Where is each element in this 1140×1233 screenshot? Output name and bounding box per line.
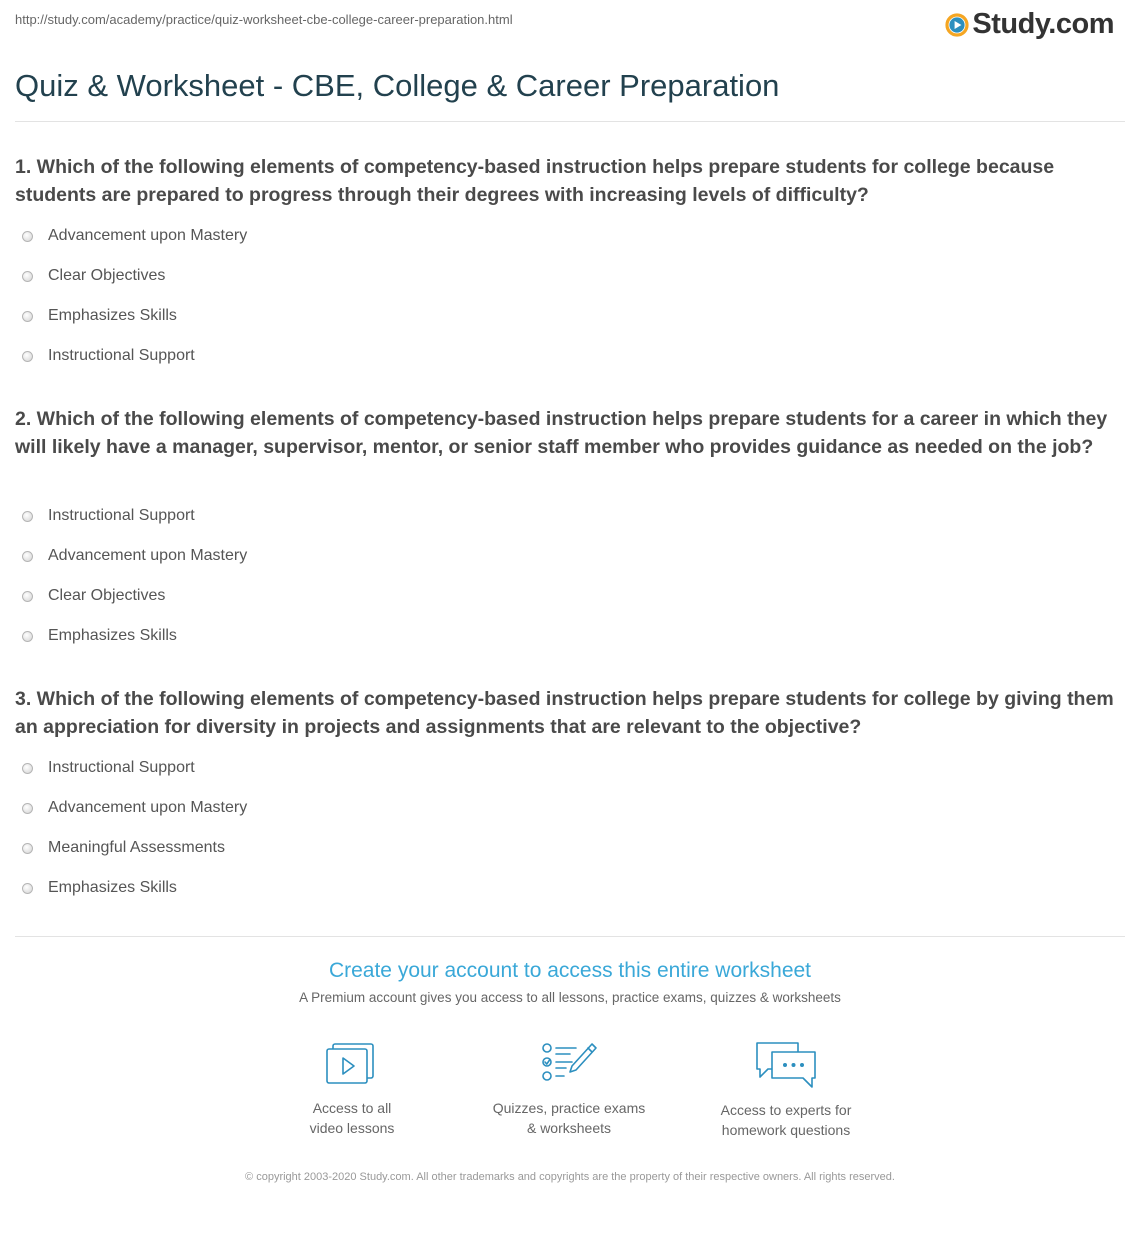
feature-video-lessons xyxy=(252,1040,452,1138)
feature-label-line: Access to all xyxy=(312,1100,392,1116)
answer-option[interactable] xyxy=(22,616,247,656)
feature-label xyxy=(686,1100,886,1140)
answer-label: Advancement upon Mastery xyxy=(48,799,248,816)
radio-button-icon[interactable] xyxy=(22,763,33,774)
answer-option[interactable] xyxy=(22,496,247,536)
question-1-options xyxy=(22,216,247,376)
radio-button-icon[interactable] xyxy=(22,511,33,522)
answer-label: Clear Objectives xyxy=(48,587,166,604)
feature-label xyxy=(469,1098,669,1138)
answer-label: Meaningful Assessments xyxy=(48,839,225,856)
answer-label: Instructional Support xyxy=(48,759,195,776)
question-2: 2. Which of the following elements of competency-based instruction helps prepare students for a career in which they will likely have a manager, supervisor, mentor, or senior staff member who provides guidance as needed on the job? xyxy=(15,408,1108,458)
copyright-text: © copyright 2003-2020 Study.com. All other trademarks and copyrights are the property of their respective owners. All rights reserved. xyxy=(245,1171,895,1183)
radio-button-icon[interactable] xyxy=(22,231,33,242)
feature-label-line: & worksheets xyxy=(526,1120,612,1136)
create-account-link[interactable]: Create your account to access this entire worksheet xyxy=(328,959,812,982)
answer-option[interactable] xyxy=(22,256,247,296)
answer-label: Emphasizes Skills xyxy=(48,879,177,896)
answer-option[interactable] xyxy=(22,868,247,908)
radio-button-icon[interactable] xyxy=(22,631,33,642)
question-3-options xyxy=(22,748,247,908)
page-title: Quiz & Worksheet - CBE, College & Career Preparation xyxy=(15,68,780,103)
feature-label-line: homework questions xyxy=(721,1122,851,1138)
answer-option[interactable] xyxy=(22,748,247,788)
radio-button-icon[interactable] xyxy=(22,311,33,322)
cta-subtitle: A Premium account gives you access to all lessons, practice exams, quizzes & worksheets xyxy=(299,990,841,1005)
answer-option[interactable] xyxy=(22,216,247,256)
answer-label: Clear Objectives xyxy=(48,267,166,284)
answer-label: Instructional Support xyxy=(48,347,195,364)
radio-button-icon[interactable] xyxy=(22,883,33,894)
answer-option[interactable] xyxy=(22,788,247,828)
answer-option[interactable] xyxy=(22,828,247,868)
study-logo[interactable] xyxy=(945,8,1114,41)
question-3: 3. Which of the following elements of competency-based instruction helps prepare students for college by giving them an appreciation for diversity in projects and assignments that are relevant to the objective? xyxy=(15,688,1114,738)
video-lesson-icon xyxy=(324,1040,380,1088)
radio-button-icon[interactable] xyxy=(22,351,33,362)
radio-button-icon[interactable] xyxy=(22,551,33,562)
radio-button-icon[interactable] xyxy=(22,591,33,602)
answer-option[interactable] xyxy=(22,296,247,336)
feature-label xyxy=(252,1098,452,1138)
answer-option[interactable] xyxy=(22,576,247,616)
title-divider xyxy=(15,121,1125,122)
answer-label: Emphasizes Skills xyxy=(48,627,177,644)
answer-label: Advancement upon Mastery xyxy=(48,547,248,564)
page-url: http://study.com/academy/practice/quiz-worksheet-cbe-college-career-preparation.html xyxy=(15,12,513,27)
question-1: 1. Which of the following elements of competency-based instruction helps prepare students for college because students are prepared to progress through their degrees with increasing levels of difficulty? xyxy=(15,156,1055,206)
feature-label-line: Quizzes, practice exams xyxy=(492,1100,646,1116)
chat-bubbles-icon xyxy=(754,1040,818,1090)
answer-label: Advancement upon Mastery xyxy=(48,227,248,244)
radio-button-icon[interactable] xyxy=(22,803,33,814)
feature-label-line: Access to experts for xyxy=(720,1102,852,1118)
question-2-options xyxy=(22,496,247,656)
feature-label-line: video lessons xyxy=(309,1120,395,1136)
quiz-checklist-icon xyxy=(540,1040,598,1088)
logo-text: Study.com xyxy=(972,8,1114,40)
answer-option[interactable] xyxy=(22,336,247,376)
play-circle-icon xyxy=(945,13,969,37)
radio-button-icon[interactable] xyxy=(22,843,33,854)
answer-label: Emphasizes Skills xyxy=(48,307,177,324)
radio-button-icon[interactable] xyxy=(22,271,33,282)
feature-quizzes xyxy=(469,1040,669,1138)
answer-option[interactable] xyxy=(22,536,247,576)
answer-label: Instructional Support xyxy=(48,507,195,524)
feature-experts xyxy=(686,1040,886,1140)
cta-divider xyxy=(15,936,1125,937)
